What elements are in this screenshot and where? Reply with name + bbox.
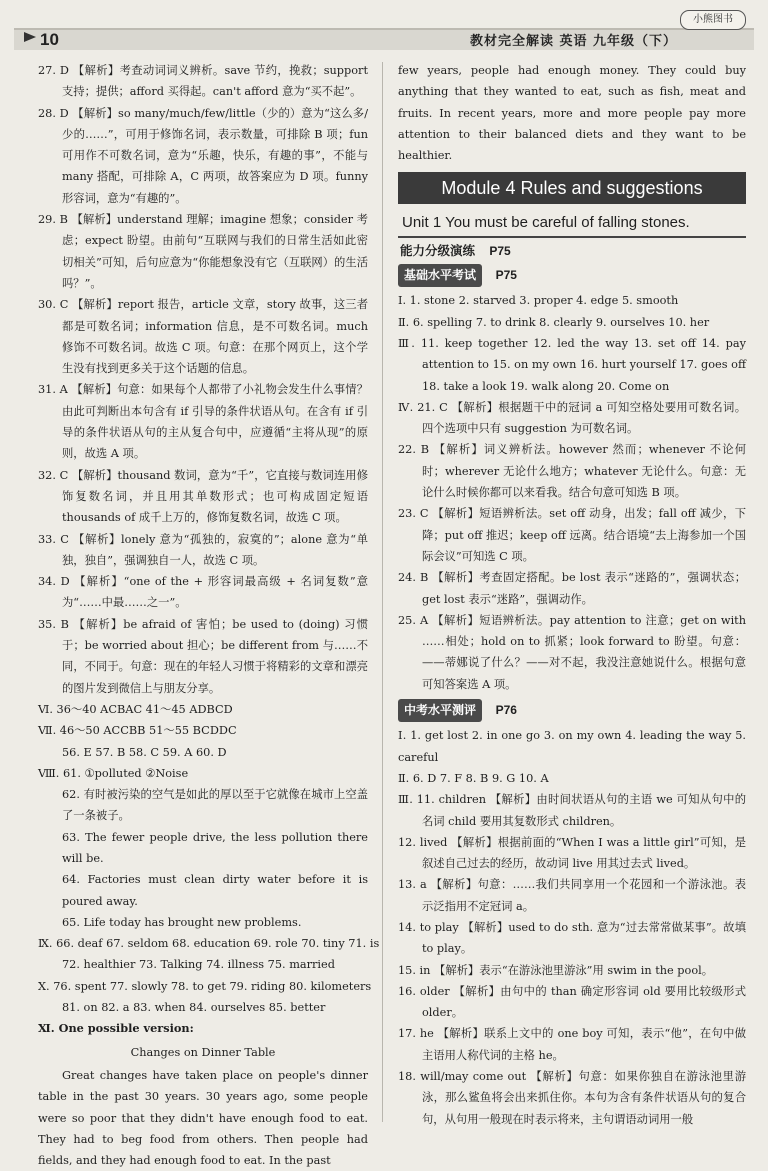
mid-answer-15: 15. in 【解析】表示“在游泳池里游泳”用 swim in the pool。: [398, 963, 714, 977]
section-11-heading: Ⅺ. One possible version:: [38, 1021, 194, 1036]
answer-28: 28. D 【解析】so many/much/few/little（少的）意为“这么多/少的……”，可用于修饰名词，表示数量，可排除 B 项；fun 可用作不可数名词，意为“乐趣，快乐，有趣的事”，不能与 many 搭配，可排除 A，C 两项，故答案应为 D 项。funny 形容词，意为“有趣的”。: [38, 106, 368, 205]
brand-logo: 小熊图书: [680, 10, 746, 30]
answer-34: 34. D 【解析】“one of the + 形容词最高级 + 名词复数”意为“……中最……之一”。: [38, 575, 368, 610]
book-info: 教材完全解读 英语 九年级（下）: [470, 34, 678, 49]
mid-answer-12: 12. lived 【解析】根据前面的“When I was a little girl”可知，是叙述自己过去的经历，故动词 live 用其过去式 lived。: [398, 835, 746, 871]
section-8-65: 65. Life today has brought new problems.: [62, 915, 302, 929]
mid-answer-17: 17. he 【解析】联系上文中的 one boy 可知，表示“他”，在句中做主语用人称代词的主格 he。: [398, 1027, 746, 1062]
essay-continued: few years, people had enough money. They could buy anything that they wanted to eat, such as fish, meat and fruits. In recent years, more and more people pay more attention to their balanced diets and they want to be healthier.: [398, 64, 746, 163]
page-number: 10: [40, 30, 59, 49]
section-8-63: 63. The fewer people drive, the less pollution there will be.: [62, 830, 368, 865]
answer-31: 31. A 【解析】句意：如果每个人都带了小礼物会发生什么事情？由此可判断出本句含有 if 引导的条件状语从句。在含有 if 引导的条件状语从句的主从复合句中，应遵循“主将从现”的原则，故选 A 项。: [38, 383, 368, 461]
answer-33: 33. C 【解析】lonely 意为“孤独的，寂寞的”；alone 意为“单独，独自”，强调独自一人，故选 C 项。: [38, 532, 368, 567]
basic-section-1: Ⅰ. 1. stone 2. starved 3. proper 4. edge 5. smooth: [398, 294, 679, 308]
mid-answer-11: Ⅲ. 11. children 【解析】由时间状语从句的主语 we 可知从句中的名词 child 要用其复数形式 children。: [398, 793, 746, 828]
page-header: [0, 0, 768, 52]
section-6-answers: Ⅵ. 36～40 ACBAC 41～45 ADBCD: [38, 702, 233, 716]
basic-answer-21: Ⅳ. 21. C 【解析】根据题干中的冠词 a 可知空格处要用可数名词。四个选项中只有 suggestion 为可数名词。: [398, 400, 746, 436]
answer-35: 35. B 【解析】be afraid of 害怕；be used to (doing) 习惯于；be worried about 担心；be different from 与……不同，不同于。句意：现在的年轻人习惯于将精彩的文章和漂亮的图片发到微信上与朋友分享。: [38, 617, 368, 695]
unit-title: Unit 1 You must be careful of falling stones.: [398, 208, 746, 237]
essay-paragraph: Great changes have taken place on people's dinner table in the past 30 years. 30 years ago, some people were so poor that they didn't have enough food to eat. They had to beg food from others. Then people had fields, and they had enough food to eat. In the past: [38, 1068, 368, 1168]
section-7-answers-b: 56. E 57. B 58. C 59. A 60. D: [62, 745, 227, 759]
page-number-marker-icon: [22, 29, 38, 45]
section-7-answers-a: Ⅶ. 46～50 ACCBB 51～55 BCDDC: [38, 724, 237, 738]
basic-section-3: Ⅲ. 11. keep together 12. led the way 13. set off 14. pay attention to 15. on my own 16. hurt yourself 17. goes off 18. take a look 19. walk along 20. Come on: [398, 336, 746, 393]
basic-test-page: P75: [495, 268, 517, 283]
mid-answer-14: 14. to play 【解析】used to do sth. 意为“过去常常做某事”。故填 to play。: [398, 920, 746, 956]
module-title: Module 4 Rules and suggestions: [398, 172, 746, 204]
practice-heading: [400, 240, 746, 262]
mid-test-page: P76: [495, 703, 517, 718]
basic-answer-22: 22. B 【解析】词义辨析法。however 然而；whenever 不论何时；wherever 无论什么地方；whatever 无论什么。句意：无论什么时候你都可以来看我。结合句意可知选 B 项。: [398, 443, 746, 500]
right-column: [398, 60, 746, 1130]
mid-answer-13: 13. a 【解析】句意：……我们共同享用一个花园和一个游泳池。表示泛指用不定冠词 a。: [398, 878, 746, 913]
basic-section-2: Ⅱ. 6. spelling 7. to drink 8. clearly 9. ourselves 10. her: [398, 315, 710, 329]
basic-answer-23: 23. C 【解析】短语辨析法。set off 动身，出发；fall off 减少，下降；put off 推迟；keep off 远离。结合语境“去上海参加一个国际会议”可知选 C 项。: [398, 507, 746, 563]
practice-title: 能力分级演练: [400, 242, 476, 258]
section-8-64: 64. Factories must clean dirty water before it is poured away.: [62, 873, 368, 908]
column-divider: [382, 62, 383, 1122]
section-10-answers-a: Ⅹ. 76. spent 77. slowly 78. to get 79. riding 80. kilometers: [38, 979, 372, 993]
section-9-answers-b: 72. healthier 73. Talking 74. illness 75. married: [62, 958, 335, 972]
answer-32: 32. C 【解析】thousand 数词，意为“千”，它直接与数词连用修饰复数名词，并且用其单数形式；也可构成固定短语 thousands of 成千上万的，修饰复数名词，故选 C 项。: [38, 468, 368, 525]
section-9-answers-a: Ⅸ. 66. deaf 67. seldom 68. education 69. role 70. tiny 71. is: [38, 937, 380, 951]
mid-section-2: Ⅱ. 6. D 7. F 8. B 9. G 10. A: [398, 771, 549, 785]
mid-section-1: Ⅰ. 1. get lost 2. in one go 3. on my own 4. leading the way 5. careful: [398, 729, 746, 764]
basic-answer-25: 25. A 【解析】短语辨析法。pay attention to 注意；get on with ……相处；hold on to 抓紧；look forward to 盼望。句意：——蒂娜说了什么？——对不起，我没注意她说什么。根据句意可知答案选 A 项。: [398, 613, 746, 691]
basic-test-heading: [398, 264, 746, 287]
basic-answer-24: 24. B 【解析】考查固定搭配。be lost 表示“迷路的”，强调状态；get lost 表示“迷路”，强调动作。: [398, 571, 746, 606]
basic-test-tag: 基础水平考试: [398, 264, 482, 287]
section-8-61: Ⅷ. 61. ①polluted ②Noise: [38, 766, 189, 780]
mid-answer-18: 18. will/may come out 【解析】句意：如果你独自在游泳池里游泳，那么鲨鱼将会出来抓住你。本句为含有条件状语从句的复合句，从句用一般现在时表示将来，主句谓语动词用一般: [398, 1070, 746, 1126]
answer-27: 27. D 【解析】考查动词词义辨析。save 节约，挽救；support 支持；提供；afford 买得起。can't afford 意为“买不起”。: [38, 64, 368, 99]
answer-30: 30. C 【解析】report 报告，article 文章，story 故事，这三者都是可数名词；information 信息，是不可数名词。much 修饰不可数名词。故选 C 项。句意：在那个网页上，这个学生没有找到更多关于这个话题的信息。: [38, 298, 368, 376]
left-column: [38, 60, 380, 1171]
mid-test-tag: 中考水平测评: [398, 699, 482, 722]
section-8-62: 62. 有时被污染的空气是如此的厚以至于它就像在城市上空盖了一条被子。: [62, 788, 368, 823]
mid-test-heading: [398, 699, 746, 722]
essay-title: Changes on Dinner Table: [130, 1045, 276, 1059]
practice-page: P75: [489, 243, 511, 258]
mid-answer-16: 16. older 【解析】由句中的 than 确定形容词 old 要用比较级形式 older。: [398, 984, 746, 1020]
answer-29: 29. B 【解析】understand 理解；imagine 想象；consider 考虑；expect 盼望。由前句“互联网与我们的日常生活如此密切相关”可知，后句应意为“你能想象没有它（互联网）的生活吗？”。: [38, 213, 368, 290]
section-10-answers-b: 81. on 82. a 83. when 84. ourselves 85. better: [62, 1001, 326, 1015]
